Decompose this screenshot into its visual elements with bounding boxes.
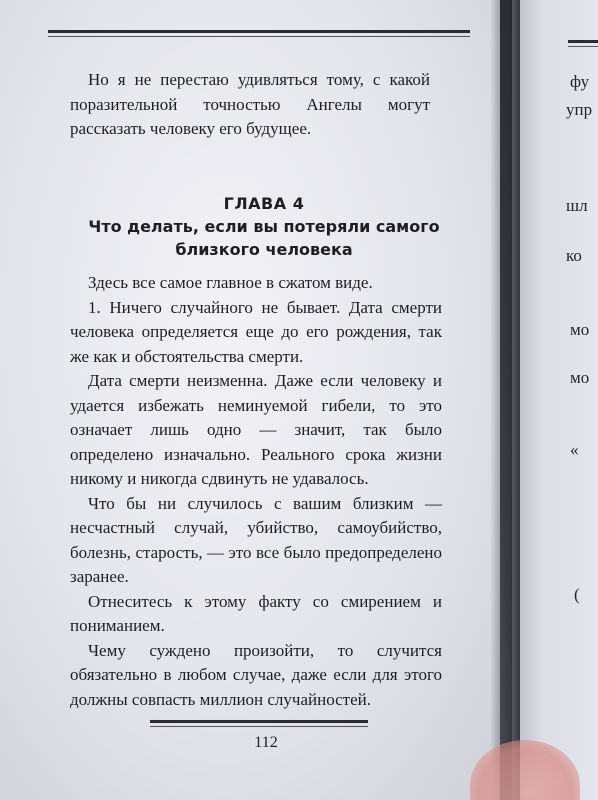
facing-page-fragment: упр — [566, 100, 593, 119]
facing-page — [512, 0, 598, 800]
facing-page-fragment: ко — [566, 246, 582, 265]
chapter-title: ГЛАВА 4 — [223, 194, 305, 213]
facing-page-fragment: шл — [566, 196, 588, 215]
top-rule — [48, 30, 470, 33]
paragraph: Отнеситесь к этому факту со смирением и пониманием. — [70, 591, 442, 635]
facing-page-fragment: фу — [570, 72, 590, 91]
chapter-subtitle: Что делать, если вы потеряли самого близкого человека — [88, 217, 440, 259]
paragraph: Что бы ни случилось с вашим близким — несчастный случай, убийство, самоубийство, болезнь, старость, — это все было предопределено заранее. — [70, 493, 442, 586]
intro-text — [70, 68, 430, 142]
bottom-rule — [150, 720, 368, 723]
facing-page-fragment: мо — [570, 320, 590, 339]
facing-page-fragment: мо — [570, 368, 590, 387]
facing-page-fragment: « — [570, 440, 579, 459]
paragraph: Чему суждено произойти, то случится обязательно в любом случае, даже если для этого должны совпасть миллион случайностей. — [70, 640, 442, 709]
gutter-shadow — [490, 0, 520, 800]
body-text — [70, 271, 442, 712]
intro-paragraph: Но я не перестаю удивляться тому, с какой поразительной точностью Ангелы могут рассказать человеку его будущее. — [70, 70, 430, 138]
facing-page-rule — [568, 40, 598, 43]
page-number: 112 — [254, 734, 278, 751]
paragraph: Дата смерти неизменна. Даже если человеку и удается избежать неминуемой гибели, то это означает лишь одно — значит, так было определено изначально. Реального срока жизни никому и никогда сдвинуть не удавалось. — [70, 371, 442, 488]
paragraph: Здесь все самое главное в сжатом виде. — [88, 273, 373, 292]
facing-page-fragment: ( — [574, 585, 580, 604]
paragraph: 1. Ничего случайного не бывает. Дата смерти человека определяется еще до его рождения, так же как и обстоятельства смерти. — [70, 297, 442, 366]
